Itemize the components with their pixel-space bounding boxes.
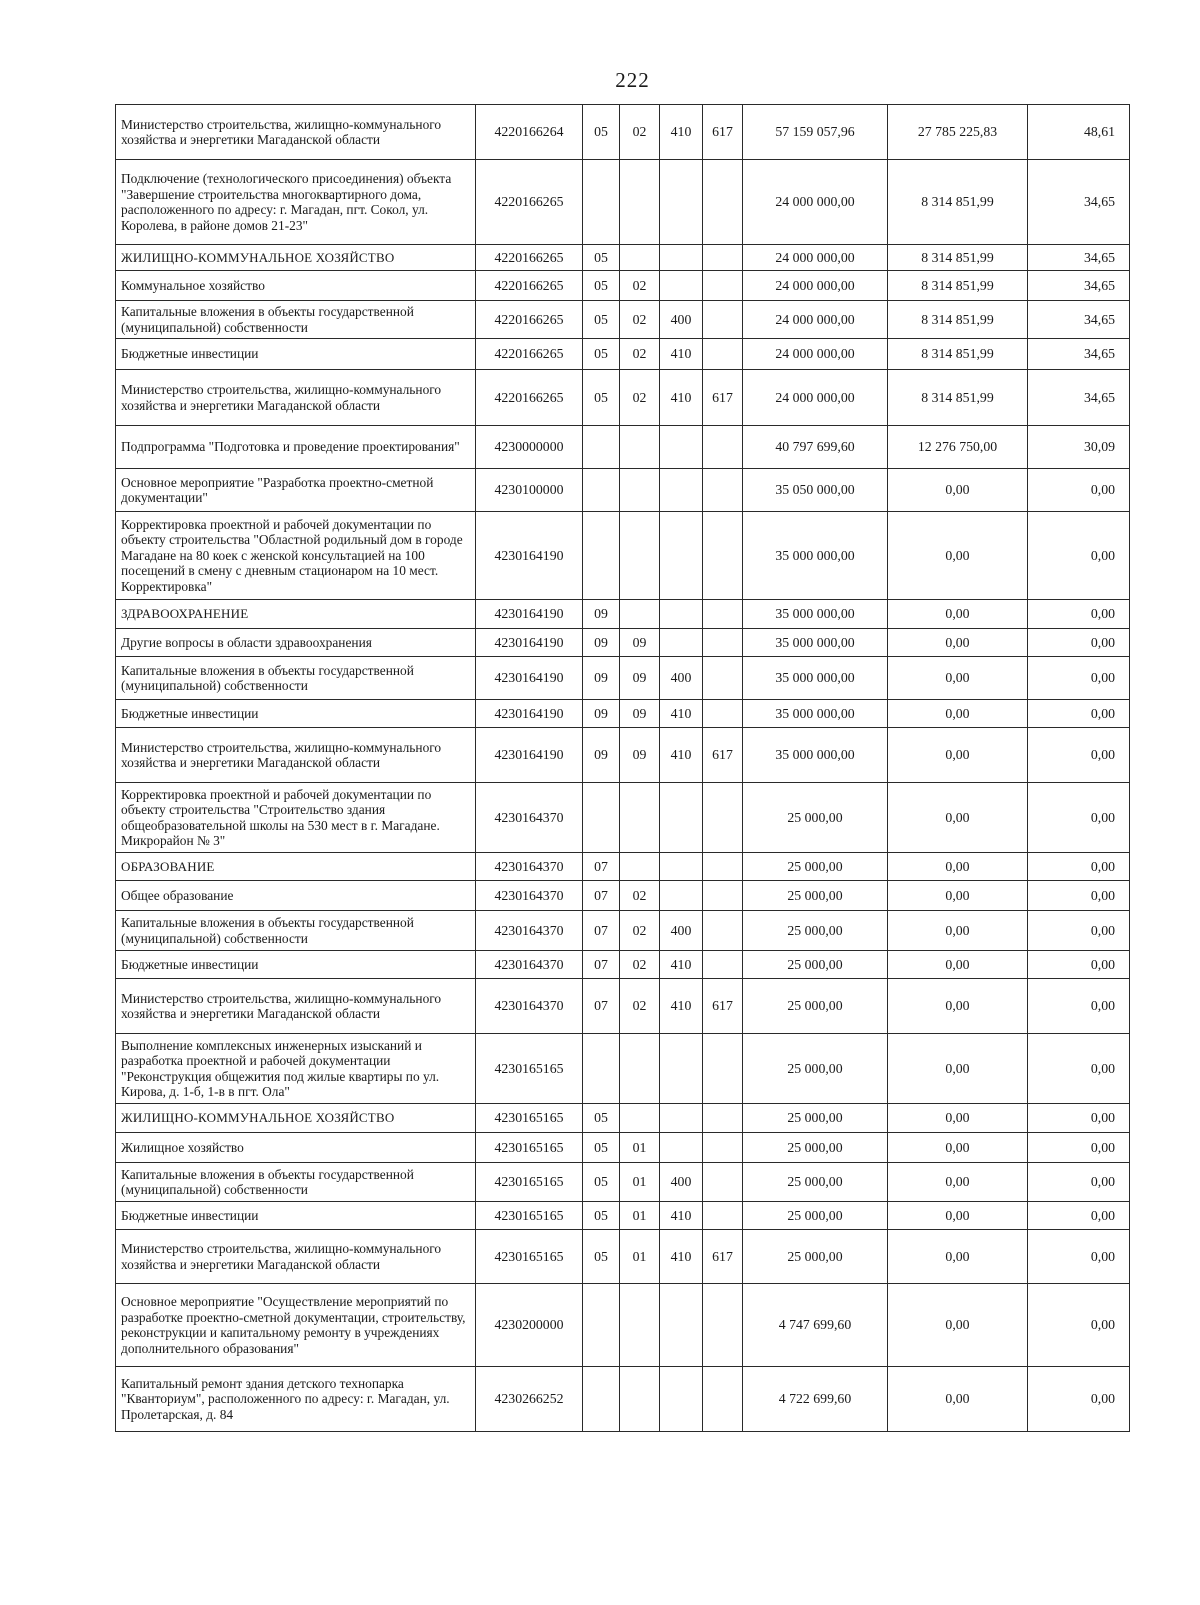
row-administrator-code xyxy=(703,657,743,700)
table-row xyxy=(116,1284,1130,1367)
table-row xyxy=(116,700,1130,728)
table-row xyxy=(116,1133,1130,1163)
row-planned-amount: 25 000,00 xyxy=(743,1202,888,1230)
row-target-code: 4230164190 xyxy=(476,657,583,700)
budget-table xyxy=(115,104,1130,1432)
row-name: Бюджетные инвестиции xyxy=(116,339,476,370)
row-planned-amount: 35 000 000,00 xyxy=(743,629,888,657)
row-expense-type xyxy=(660,160,703,245)
row-section-code xyxy=(583,783,620,853)
row-administrator-code xyxy=(703,426,743,469)
row-actual-amount: 0,00 xyxy=(888,657,1028,700)
row-subsection-code: 02 xyxy=(620,881,660,911)
table-row xyxy=(116,512,1130,600)
row-section-code: 09 xyxy=(583,700,620,728)
table-row xyxy=(116,1230,1130,1284)
row-target-code: 4230164190 xyxy=(476,512,583,600)
row-planned-amount: 25 000,00 xyxy=(743,853,888,881)
row-name: ЖИЛИЩНО-КОММУНАЛЬНОЕ ХОЗЯЙСТВО xyxy=(116,1104,476,1133)
row-execution-percent: 30,09 xyxy=(1028,426,1130,469)
row-target-code: 4230164190 xyxy=(476,700,583,728)
row-actual-amount: 0,00 xyxy=(888,853,1028,881)
row-actual-amount: 8 314 851,99 xyxy=(888,370,1028,426)
row-actual-amount: 0,00 xyxy=(888,512,1028,600)
row-section-code: 05 xyxy=(583,339,620,370)
row-actual-amount: 0,00 xyxy=(888,881,1028,911)
row-target-code: 4220166264 xyxy=(476,105,583,160)
row-subsection-code: 02 xyxy=(620,370,660,426)
row-subsection-code xyxy=(620,245,660,271)
row-subsection-code: 01 xyxy=(620,1230,660,1284)
row-subsection-code xyxy=(620,1367,660,1432)
row-planned-amount: 25 000,00 xyxy=(743,881,888,911)
row-name: Коммунальное хозяйство xyxy=(116,271,476,301)
table-row xyxy=(116,1367,1130,1432)
row-expense-type: 400 xyxy=(660,1163,703,1202)
row-expense-type: 410 xyxy=(660,728,703,783)
row-execution-percent: 34,65 xyxy=(1028,301,1130,339)
row-execution-percent: 0,00 xyxy=(1028,600,1130,629)
row-subsection-code xyxy=(620,512,660,600)
row-name: Бюджетные инвестиции xyxy=(116,700,476,728)
row-expense-type: 410 xyxy=(660,1230,703,1284)
row-target-code: 4230164370 xyxy=(476,911,583,951)
row-target-code: 4230000000 xyxy=(476,426,583,469)
row-actual-amount: 8 314 851,99 xyxy=(888,301,1028,339)
row-planned-amount: 25 000,00 xyxy=(743,951,888,979)
table-row xyxy=(116,1034,1130,1104)
row-subsection-code: 02 xyxy=(620,951,660,979)
row-planned-amount: 24 000 000,00 xyxy=(743,339,888,370)
row-execution-percent: 0,00 xyxy=(1028,657,1130,700)
table-row xyxy=(116,105,1130,160)
row-execution-percent: 0,00 xyxy=(1028,629,1130,657)
row-name: Капитальные вложения в объекты государственной (муниципальной) собственности xyxy=(116,657,476,700)
row-actual-amount: 0,00 xyxy=(888,700,1028,728)
row-administrator-code xyxy=(703,1104,743,1133)
row-expense-type xyxy=(660,881,703,911)
row-planned-amount: 35 000 000,00 xyxy=(743,512,888,600)
row-administrator-code xyxy=(703,1163,743,1202)
row-execution-percent: 0,00 xyxy=(1028,951,1130,979)
row-target-code: 4230164370 xyxy=(476,979,583,1034)
row-expense-type xyxy=(660,469,703,512)
row-target-code: 4230164370 xyxy=(476,853,583,881)
row-section-code: 05 xyxy=(583,370,620,426)
row-expense-type: 410 xyxy=(660,979,703,1034)
row-name: ЖИЛИЩНО-КОММУНАЛЬНОЕ ХОЗЯЙСТВО xyxy=(116,245,476,271)
row-execution-percent: 34,65 xyxy=(1028,271,1130,301)
row-execution-percent: 34,65 xyxy=(1028,370,1130,426)
table-row xyxy=(116,881,1130,911)
row-section-code: 07 xyxy=(583,911,620,951)
row-subsection-code xyxy=(620,600,660,629)
row-planned-amount: 24 000 000,00 xyxy=(743,301,888,339)
row-actual-amount: 8 314 851,99 xyxy=(888,339,1028,370)
table-row xyxy=(116,271,1130,301)
row-administrator-code xyxy=(703,1133,743,1163)
row-expense-type xyxy=(660,1284,703,1367)
row-administrator-code xyxy=(703,1284,743,1367)
row-planned-amount: 35 000 000,00 xyxy=(743,700,888,728)
row-target-code: 4230164190 xyxy=(476,629,583,657)
row-expense-type: 410 xyxy=(660,1202,703,1230)
row-target-code: 4230164370 xyxy=(476,951,583,979)
row-section-code xyxy=(583,512,620,600)
row-target-code: 4220166265 xyxy=(476,271,583,301)
row-name: ЗДРАВООХРАНЕНИЕ xyxy=(116,600,476,629)
table-row xyxy=(116,728,1130,783)
row-name: Основное мероприятие "Разработка проектно-сметной документации" xyxy=(116,469,476,512)
table-row xyxy=(116,469,1130,512)
row-planned-amount: 57 159 057,96 xyxy=(743,105,888,160)
row-expense-type xyxy=(660,426,703,469)
row-subsection-code xyxy=(620,1284,660,1367)
row-target-code: 4230165165 xyxy=(476,1202,583,1230)
row-administrator-code xyxy=(703,853,743,881)
row-planned-amount: 25 000,00 xyxy=(743,1163,888,1202)
row-expense-type xyxy=(660,1133,703,1163)
row-target-code: 4220166265 xyxy=(476,370,583,426)
row-execution-percent: 0,00 xyxy=(1028,1230,1130,1284)
row-execution-percent: 0,00 xyxy=(1028,853,1130,881)
row-administrator-code: 617 xyxy=(703,728,743,783)
row-section-code xyxy=(583,1284,620,1367)
row-actual-amount: 8 314 851,99 xyxy=(888,160,1028,245)
row-section-code: 05 xyxy=(583,245,620,271)
table-row xyxy=(116,426,1130,469)
row-name: Корректировка проектной и рабочей документации по объекту строительства "Областной родильный дом в городе Магадане на 80 коек с женской консультацией на 100 посещений в смену с дневным стационаром на 10 мест. Корректировка" xyxy=(116,512,476,600)
row-execution-percent: 0,00 xyxy=(1028,512,1130,600)
row-name: Бюджетные инвестиции xyxy=(116,1202,476,1230)
row-target-code: 4230165165 xyxy=(476,1133,583,1163)
row-actual-amount: 0,00 xyxy=(888,911,1028,951)
row-name: Министерство строительства, жилищно-коммунального хозяйства и энергетики Магаданской области xyxy=(116,728,476,783)
row-target-code: 4220166265 xyxy=(476,339,583,370)
row-section-code: 05 xyxy=(583,301,620,339)
row-name: Министерство строительства, жилищно-коммунального хозяйства и энергетики Магаданской области xyxy=(116,370,476,426)
row-target-code: 4230266252 xyxy=(476,1367,583,1432)
row-name: Министерство строительства, жилищно-коммунального хозяйства и энергетики Магаданской области xyxy=(116,979,476,1034)
row-expense-type xyxy=(660,1104,703,1133)
row-target-code: 4220166265 xyxy=(476,301,583,339)
table-row xyxy=(116,160,1130,245)
row-actual-amount: 0,00 xyxy=(888,1230,1028,1284)
row-name: Жилищное хозяйство xyxy=(116,1133,476,1163)
row-actual-amount: 8 314 851,99 xyxy=(888,245,1028,271)
row-subsection-code: 02 xyxy=(620,979,660,1034)
row-section-code: 09 xyxy=(583,657,620,700)
row-execution-percent: 0,00 xyxy=(1028,1034,1130,1104)
row-actual-amount: 0,00 xyxy=(888,1367,1028,1432)
row-expense-type: 400 xyxy=(660,911,703,951)
row-section-code: 05 xyxy=(583,1230,620,1284)
row-section-code: 07 xyxy=(583,853,620,881)
row-section-code: 05 xyxy=(583,1163,620,1202)
row-planned-amount: 24 000 000,00 xyxy=(743,271,888,301)
row-name: Капитальный ремонт здания детского технопарка "Кванториум", расположенного по адресу: г. Магадан, ул. Пролетарская, д. 84 xyxy=(116,1367,476,1432)
row-actual-amount: 12 276 750,00 xyxy=(888,426,1028,469)
row-subsection-code: 09 xyxy=(620,657,660,700)
row-administrator-code xyxy=(703,339,743,370)
row-subsection-code xyxy=(620,853,660,881)
row-actual-amount: 0,00 xyxy=(888,979,1028,1034)
row-subsection-code: 09 xyxy=(620,629,660,657)
budget-table-body xyxy=(116,105,1130,1432)
row-administrator-code xyxy=(703,881,743,911)
row-execution-percent: 0,00 xyxy=(1028,1284,1130,1367)
row-subsection-code: 02 xyxy=(620,911,660,951)
row-name: Другие вопросы в области здравоохранения xyxy=(116,629,476,657)
row-actual-amount: 0,00 xyxy=(888,1104,1028,1133)
row-execution-percent: 0,00 xyxy=(1028,469,1130,512)
row-target-code: 4230100000 xyxy=(476,469,583,512)
row-name: ОБРАЗОВАНИЕ xyxy=(116,853,476,881)
row-actual-amount: 0,00 xyxy=(888,629,1028,657)
row-name: Бюджетные инвестиции xyxy=(116,951,476,979)
row-actual-amount: 27 785 225,83 xyxy=(888,105,1028,160)
row-execution-percent: 0,00 xyxy=(1028,728,1130,783)
row-planned-amount: 35 000 000,00 xyxy=(743,657,888,700)
row-target-code: 4230165165 xyxy=(476,1230,583,1284)
row-planned-amount: 25 000,00 xyxy=(743,1133,888,1163)
page-number: 222 xyxy=(615,68,650,92)
row-subsection-code: 09 xyxy=(620,700,660,728)
table-row xyxy=(116,600,1130,629)
row-execution-percent: 34,65 xyxy=(1028,339,1130,370)
row-actual-amount: 0,00 xyxy=(888,1163,1028,1202)
row-section-code: 09 xyxy=(583,600,620,629)
row-administrator-code xyxy=(703,1034,743,1104)
row-planned-amount: 25 000,00 xyxy=(743,1034,888,1104)
table-row xyxy=(116,783,1130,853)
table-row xyxy=(116,657,1130,700)
table-row xyxy=(116,1202,1130,1230)
row-administrator-code xyxy=(703,271,743,301)
row-name: Общее образование xyxy=(116,881,476,911)
row-administrator-code xyxy=(703,1367,743,1432)
row-planned-amount: 35 000 000,00 xyxy=(743,600,888,629)
row-planned-amount: 25 000,00 xyxy=(743,1104,888,1133)
row-planned-amount: 25 000,00 xyxy=(743,1230,888,1284)
row-execution-percent: 0,00 xyxy=(1028,783,1130,853)
row-section-code xyxy=(583,426,620,469)
row-subsection-code: 01 xyxy=(620,1202,660,1230)
row-administrator-code: 617 xyxy=(703,105,743,160)
row-planned-amount: 35 050 000,00 xyxy=(743,469,888,512)
row-name: Подключение (технологического присоединения) объекта "Завершение строительства многоквартирного дома, расположенного по адресу: г. Магадан, пгт. Сокол, ул. Королева, в районе домов 21-23" xyxy=(116,160,476,245)
row-administrator-code xyxy=(703,512,743,600)
row-administrator-code xyxy=(703,160,743,245)
row-name: Капитальные вложения в объекты государственной (муниципальной) собственности xyxy=(116,301,476,339)
row-execution-percent: 0,00 xyxy=(1028,1104,1130,1133)
row-section-code xyxy=(583,469,620,512)
row-section-code xyxy=(583,1034,620,1104)
row-execution-percent: 0,00 xyxy=(1028,1202,1130,1230)
row-target-code: 4230164370 xyxy=(476,881,583,911)
row-planned-amount: 4 747 699,60 xyxy=(743,1284,888,1367)
row-expense-type xyxy=(660,271,703,301)
row-administrator-code xyxy=(703,629,743,657)
table-row xyxy=(116,951,1130,979)
table-row xyxy=(116,339,1130,370)
row-planned-amount: 25 000,00 xyxy=(743,979,888,1034)
row-target-code: 4230164190 xyxy=(476,600,583,629)
row-administrator-code xyxy=(703,301,743,339)
row-name: Основное мероприятие "Осуществление мероприятий по разработке проектно-сметной документации, строительству, реконструкции и капитальному ремонту в учреждениях дополнительного образования" xyxy=(116,1284,476,1367)
row-subsection-code: 01 xyxy=(620,1163,660,1202)
row-subsection-code xyxy=(620,1104,660,1133)
table-row xyxy=(116,1163,1130,1202)
row-actual-amount: 0,00 xyxy=(888,783,1028,853)
row-expense-type xyxy=(660,1367,703,1432)
row-execution-percent: 48,61 xyxy=(1028,105,1130,160)
row-name: Министерство строительства, жилищно-коммунального хозяйства и энергетики Магаданской области xyxy=(116,105,476,160)
row-target-code: 4230165165 xyxy=(476,1034,583,1104)
table-row xyxy=(116,245,1130,271)
row-actual-amount: 0,00 xyxy=(888,1202,1028,1230)
row-section-code xyxy=(583,1367,620,1432)
row-actual-amount: 0,00 xyxy=(888,1284,1028,1367)
row-administrator-code xyxy=(703,1202,743,1230)
row-name: Министерство строительства, жилищно-коммунального хозяйства и энергетики Магаданской области xyxy=(116,1230,476,1284)
row-planned-amount: 25 000,00 xyxy=(743,783,888,853)
row-execution-percent: 0,00 xyxy=(1028,1367,1130,1432)
row-subsection-code xyxy=(620,1034,660,1104)
row-section-code: 05 xyxy=(583,105,620,160)
row-execution-percent: 0,00 xyxy=(1028,1133,1130,1163)
row-actual-amount: 8 314 851,99 xyxy=(888,271,1028,301)
row-administrator-code: 617 xyxy=(703,370,743,426)
row-administrator-code xyxy=(703,469,743,512)
table-row xyxy=(116,979,1130,1034)
row-subsection-code xyxy=(620,426,660,469)
row-actual-amount: 0,00 xyxy=(888,728,1028,783)
row-execution-percent: 0,00 xyxy=(1028,911,1130,951)
row-planned-amount: 35 000 000,00 xyxy=(743,728,888,783)
row-administrator-code xyxy=(703,245,743,271)
row-actual-amount: 0,00 xyxy=(888,469,1028,512)
row-planned-amount: 24 000 000,00 xyxy=(743,370,888,426)
row-actual-amount: 0,00 xyxy=(888,1034,1028,1104)
row-administrator-code xyxy=(703,911,743,951)
row-execution-percent: 34,65 xyxy=(1028,160,1130,245)
row-execution-percent: 0,00 xyxy=(1028,881,1130,911)
row-target-code: 4230164190 xyxy=(476,728,583,783)
row-expense-type: 400 xyxy=(660,657,703,700)
table-row xyxy=(116,1104,1130,1133)
row-expense-type xyxy=(660,853,703,881)
row-target-code: 4230165165 xyxy=(476,1163,583,1202)
row-expense-type xyxy=(660,629,703,657)
row-administrator-code xyxy=(703,951,743,979)
row-section-code xyxy=(583,160,620,245)
row-name: Корректировка проектной и рабочей документации по объекту строительства "Строительство здания общеобразовательной школы на 530 мест в г. Магадане. Микрорайон № 3" xyxy=(116,783,476,853)
row-section-code: 05 xyxy=(583,271,620,301)
row-section-code: 05 xyxy=(583,1202,620,1230)
row-planned-amount: 24 000 000,00 xyxy=(743,245,888,271)
row-expense-type xyxy=(660,600,703,629)
row-target-code: 4230164370 xyxy=(476,783,583,853)
table-row xyxy=(116,629,1130,657)
row-target-code: 4220166265 xyxy=(476,160,583,245)
row-actual-amount: 0,00 xyxy=(888,600,1028,629)
row-administrator-code xyxy=(703,783,743,853)
row-target-code: 4230200000 xyxy=(476,1284,583,1367)
row-target-code: 4230165165 xyxy=(476,1104,583,1133)
row-section-code: 07 xyxy=(583,881,620,911)
row-execution-percent: 34,65 xyxy=(1028,245,1130,271)
row-subsection-code: 02 xyxy=(620,339,660,370)
row-expense-type xyxy=(660,245,703,271)
row-name: Подпрограмма "Подготовка и проведение проектирования" xyxy=(116,426,476,469)
row-expense-type xyxy=(660,1034,703,1104)
row-section-code: 09 xyxy=(583,728,620,783)
row-expense-type: 410 xyxy=(660,700,703,728)
row-expense-type: 410 xyxy=(660,105,703,160)
row-expense-type: 410 xyxy=(660,370,703,426)
row-expense-type: 400 xyxy=(660,301,703,339)
row-expense-type: 410 xyxy=(660,951,703,979)
row-subsection-code: 01 xyxy=(620,1133,660,1163)
row-section-code: 07 xyxy=(583,979,620,1034)
row-execution-percent: 0,00 xyxy=(1028,700,1130,728)
row-planned-amount: 25 000,00 xyxy=(743,911,888,951)
table-row xyxy=(116,911,1130,951)
row-administrator-code: 617 xyxy=(703,1230,743,1284)
row-expense-type xyxy=(660,512,703,600)
row-planned-amount: 40 797 699,60 xyxy=(743,426,888,469)
row-administrator-code: 617 xyxy=(703,979,743,1034)
row-section-code: 05 xyxy=(583,1104,620,1133)
row-subsection-code: 02 xyxy=(620,301,660,339)
row-target-code: 4220166265 xyxy=(476,245,583,271)
row-name: Выполнение комплексных инженерных изысканий и разработка проектной и рабочей документации "Реконструкция общежития под жилые квартиры по ул. Кирова, д. 1-б, 1-в в пгт. Ола" xyxy=(116,1034,476,1104)
table-row xyxy=(116,853,1130,881)
row-subsection-code xyxy=(620,469,660,512)
row-subsection-code: 09 xyxy=(620,728,660,783)
row-actual-amount: 0,00 xyxy=(888,1133,1028,1163)
row-expense-type: 410 xyxy=(660,339,703,370)
row-subsection-code: 02 xyxy=(620,271,660,301)
row-administrator-code xyxy=(703,600,743,629)
row-administrator-code xyxy=(703,700,743,728)
row-section-code: 09 xyxy=(583,629,620,657)
row-subsection-code: 02 xyxy=(620,105,660,160)
table-row xyxy=(116,301,1130,339)
row-section-code: 07 xyxy=(583,951,620,979)
row-subsection-code xyxy=(620,160,660,245)
row-subsection-code xyxy=(620,783,660,853)
row-execution-percent: 0,00 xyxy=(1028,979,1130,1034)
row-planned-amount: 24 000 000,00 xyxy=(743,160,888,245)
row-expense-type xyxy=(660,783,703,853)
row-section-code: 05 xyxy=(583,1133,620,1163)
row-execution-percent: 0,00 xyxy=(1028,1163,1130,1202)
row-name: Капитальные вложения в объекты государственной (муниципальной) собственности xyxy=(116,911,476,951)
table-row xyxy=(116,370,1130,426)
row-name: Капитальные вложения в объекты государственной (муниципальной) собственности xyxy=(116,1163,476,1202)
row-actual-amount: 0,00 xyxy=(888,951,1028,979)
row-planned-amount: 4 722 699,60 xyxy=(743,1367,888,1432)
